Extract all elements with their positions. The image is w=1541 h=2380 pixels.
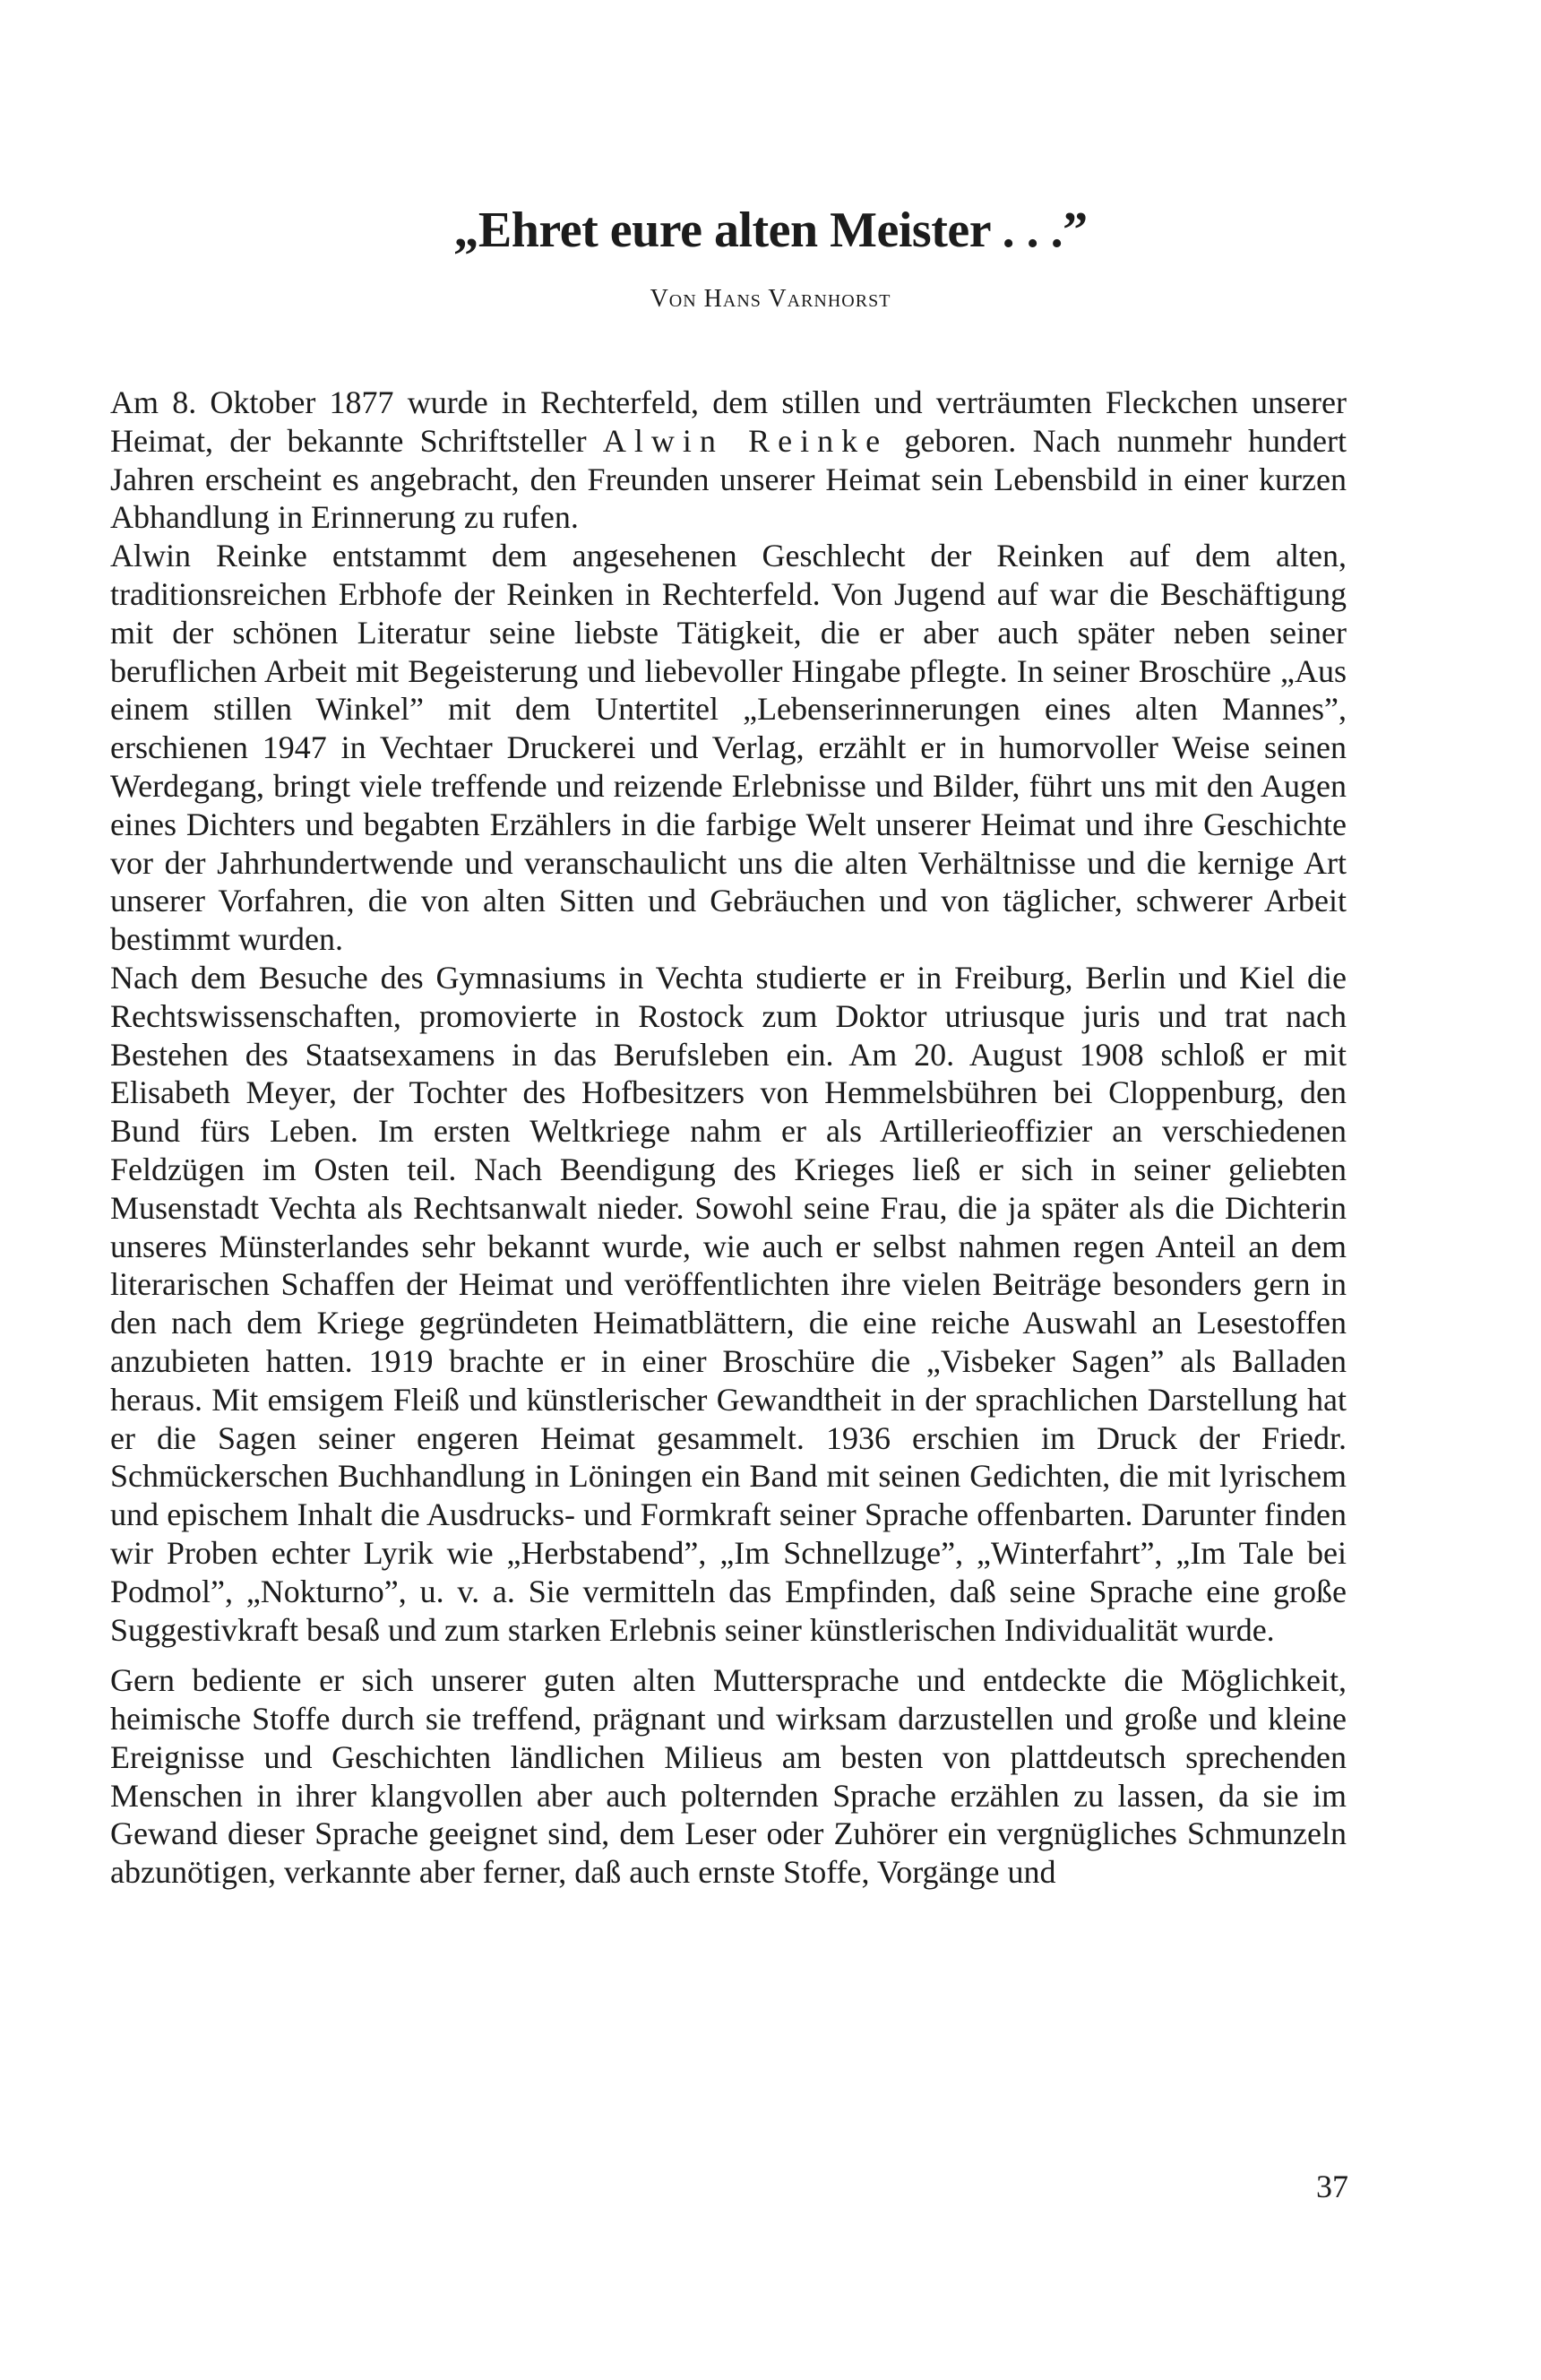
paragraph-3: Nach dem Besuche des Gymnasiums in Vechta studierte er in Freiburg, Berlin und Kiel die Rechtswissenschaften, promovierte in Rostock zum Doktor utriusque juris und trat nach Bestehen des Staatsexamens in das Berufsleben ein. Am 20. August 1908 schloß er mit Elisabeth Meyer, der Tochter des Hofbesitzers von Hemmelsbühren bei Cloppenburg, den Bund fürs Leben. Im ersten Weltkriege nahm er als Artillerieoffizier an verschiedenen Feldzügen im Osten teil. Nach Beendigung des Krieges ließ er sich in seiner geliebten Musenstadt Vechta als Rechtsanwalt nieder. Sowohl seine Frau, die ja später als die Dichterin unseres Münsterlandes sehr bekannt wurde, wie auch er selbst nahmen regen Anteil an dem literarischen Schaffen der Heimat und veröffentlichten ihre vielen Beiträge besonders gern in den nach dem Kriege gegründeten Heimatblättern, die eine reiche Auswahl an Lesestoffen anzubieten hatten. 1919 brachte er in einer Broschüre die „Visbeker Sagen” als Balladen heraus. Mit emsigem Fleiß und künstlerischer Gewandtheit in der sprachlichen Darstellung hat er die Sagen seiner engeren Heimat gesammelt. 1936 erschien im Druck der Friedr. Schmückerschen Buchhandlung in Löningen ein Band mit seinen Gedichten, die mit lyrischem und epischem Inhalt die Ausdrucks- und Formkraft seiner Sprache offenbarten. Darunter finden wir Proben echter Lyrik wie „Herbstabend”, „Im Schnellzuge”, „Winterfahrt”, „Im Tale bei Podmol”, „Nokturno”, u. v. a. Sie vermitteln das Empfinden, daß seine Sprache eine große Suggestivkraft besaß und zum starken Erlebnis seiner künstlerischen Individualität wurde. [110,959,1347,1648]
paragraph-2: Alwin Reinke entstammt dem angesehenen Geschlecht der Reinken auf dem alten, traditionsreichen Erbhofe der Reinken in Rechterfeld. Von Jugend auf war die Beschäftigung mit der schönen Literatur seine liebste Tätigkeit, die er aber auch später neben seiner beruflichen Arbeit mit Begeisterung und liebevoller Hingabe pflegte. In seiner Broschüre „Aus einem stillen Winkel” mit dem Untertitel „Lebenserinnerungen eines alten Mannes”, erschienen 1947 in Vechtaer Druckerei und Verlag, erzählt er in humorvoller Weise seinen Werdegang, bringt viele treffende und reizende Erlebnisse und Bilder, führt uns mit den Augen eines Dichters und begabten Erzählers in die farbige Welt unserer Heimat und ihre Geschichte vor der Jahrhundertwende und veranschaulicht uns die alten Verhältnisse und die kernige Art unserer Vorfahren, die von alten Sitten und Gebräuchen und von täglicher, schwerer Arbeit bestimmt wurden. [110,538,1347,958]
paragraph-1-rest: geboren. Nach nunmehr hundert Jahren erscheint es angebracht, den Freunden unserer Heimat sein Lebensbild in einer kurzen Abhandlung in Erinnerung zu rufen. [110,422,1347,536]
article-body [110,384,1347,1892]
page-number: 37 [1316,2169,1348,2204]
paragraph-4: Gern bediente er sich unserer guten alten Muttersprache und entdeckte die Möglichkeit, heimische Stoffe durch sie treffend, prägnant und wirksam darzustellen und große und kleine Ereignisse und Geschichten ländlichen Milieus am besten von plattdeutsch sprechenden Menschen in ihrer klangvollen aber auch polternden Sprache erzählen zu lassen, da sie im Gewand dieser Sprache geeignet sind, dem Leser oder Zuhörer ein vergnügliches Schmunzeln abzunötigen, verkannte aber ferner, daß auch ernste Stoffe, Vorgänge und [110,1662,1347,1891]
author-byline: Von Hans Varnhorst [650,285,891,313]
article-title: „Ehret eure alten Meister . . .” [453,203,1088,258]
paragraph-1 [110,384,1347,537]
author-name-spaced: Alwin Reinke [602,422,889,459]
paragraph-1-intro: Am 8. Oktober 1877 wurde in Rechterfeld, dem stillen und verträumten Fleckchen unserer Heimat, der bekannte Schriftsteller [110,384,1347,459]
